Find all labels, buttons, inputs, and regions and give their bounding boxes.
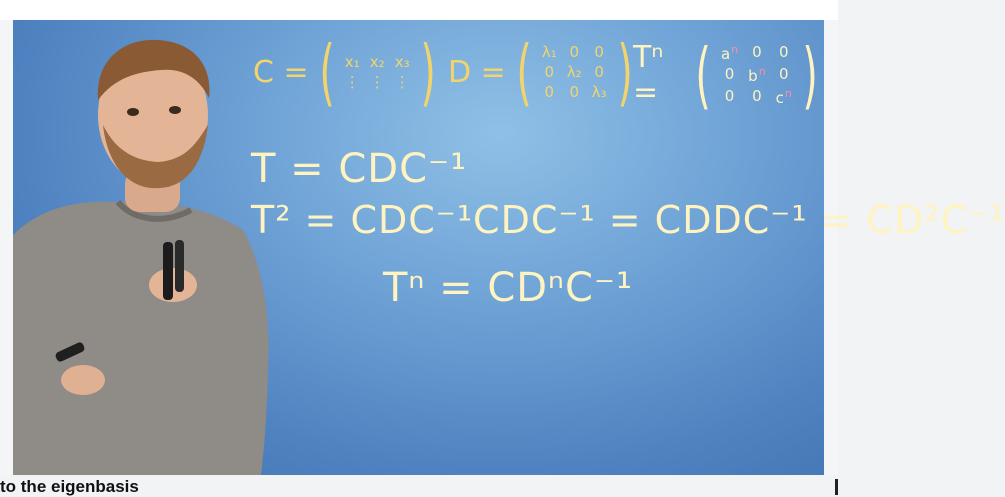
matrix-c-cell: ⋮ <box>369 73 385 92</box>
matrix-d-cell: 0 <box>594 43 604 62</box>
matrix-t-cell: $a^n$ <box>720 43 739 63</box>
power-n: n <box>784 87 792 100</box>
matrix-d-cell: 0 <box>544 83 555 102</box>
matrix-d-cell: 0 <box>569 83 579 102</box>
equation-line-2: T² = CDC⁻¹CDC⁻¹ = CDDC⁻¹ = CD²C⁻¹ <box>251 198 1005 242</box>
matrix-c-cell: x₁ <box>344 53 360 72</box>
matrix-t-name: Tⁿ = <box>633 40 664 110</box>
video-player[interactable] <box>13 20 1005 475</box>
bracket-right: ) <box>420 30 436 114</box>
sweater-body <box>13 201 269 475</box>
matrix-c-cell: ⋮ <box>344 73 360 92</box>
matrix-t-cell: $c^n$ <box>775 87 792 107</box>
matrix-t-cell: 0 <box>752 87 762 105</box>
top-strip <box>0 0 838 20</box>
matrix-d-cell: 0 <box>569 43 579 62</box>
marker <box>175 240 184 292</box>
bracket-right: ) <box>802 32 818 117</box>
matrix-t-cell: $b^n$ <box>748 65 766 85</box>
bracket-left: ( <box>318 30 335 114</box>
matrix-d-cell: 0 <box>594 63 604 82</box>
matrix-t-cell: 0 <box>724 65 735 83</box>
right-eye <box>169 106 181 114</box>
equation-line-1: T = CDC⁻¹ <box>251 146 468 192</box>
matrix-d-cell: 0 <box>544 63 555 82</box>
marker <box>163 242 173 300</box>
power-n: n <box>731 43 739 56</box>
left-hand <box>61 365 105 395</box>
equation-line-3: Tⁿ = CDⁿC⁻¹ <box>383 265 634 311</box>
left-gutter <box>0 20 13 475</box>
bracket-left: ( <box>516 30 532 114</box>
power-n: n <box>758 65 766 78</box>
right-gutter <box>824 20 838 475</box>
bracket-right: ) <box>616 30 633 114</box>
presenter-figure <box>13 20 824 475</box>
video-caption: to the eigenbasis <box>0 477 139 496</box>
matrix-d-cell: λ₃ <box>591 83 607 102</box>
matrix-d-cell: λ₂ <box>566 63 582 82</box>
matrix-t-cell: 0 <box>779 43 789 61</box>
matrix-c-cell: x₂ <box>369 53 385 72</box>
left-eye <box>127 108 139 116</box>
matrix-t-cell: 0 <box>752 43 762 61</box>
matrix-c-cell: ⋮ <box>394 73 410 92</box>
matrix-t-cell: 0 <box>724 87 735 105</box>
matrix-c-name: C = <box>253 54 309 90</box>
matrix-t-cell: 0 <box>779 65 789 83</box>
bracket-left: ( <box>695 32 711 117</box>
scroll-edge-marker <box>835 479 838 495</box>
matrix-d-cell: λ₁ <box>541 43 557 62</box>
matrix-c-cell: x₃ <box>394 53 410 72</box>
matrix-d-name: D = <box>448 54 506 90</box>
